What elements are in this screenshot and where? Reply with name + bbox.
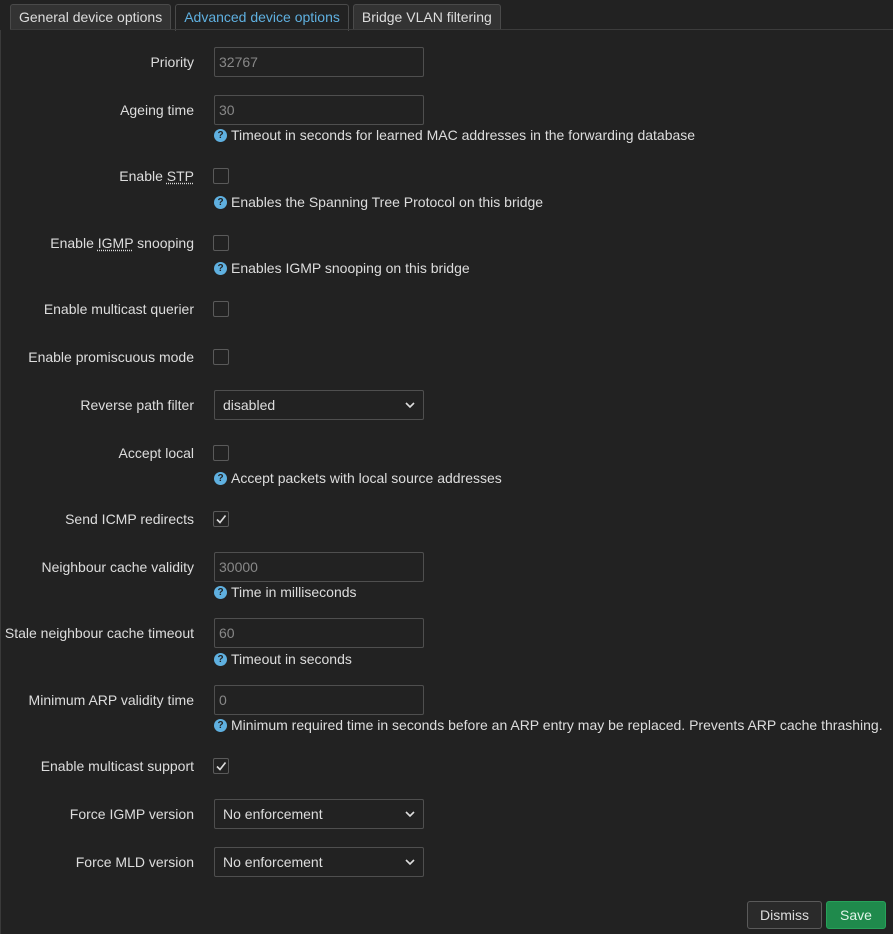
accept-local-checkbox[interactable]	[213, 445, 229, 461]
neighbour-cache-validity-help-text: Time in milliseconds	[231, 584, 357, 600]
help-icon: ?	[214, 129, 227, 142]
neighbour-cache-validity-help	[214, 584, 357, 600]
chevron-down-icon	[405, 809, 415, 819]
send-icmp-redirects-label: Send ICMP redirects	[65, 511, 194, 527]
minimum-arp-validity-time-help	[214, 717, 883, 733]
tab-advanced-device-options[interactable]: Advanced device options	[175, 4, 349, 31]
minimum-arp-validity-time-input[interactable]	[214, 685, 424, 715]
chevron-down-icon	[405, 400, 415, 410]
stale-neighbour-cache-timeout-input[interactable]	[214, 618, 424, 648]
checkmark-icon	[215, 513, 227, 525]
force-igmp-version-select[interactable]	[214, 799, 424, 829]
help-icon: ?	[214, 262, 227, 275]
enable-igmp-snooping-help-text: Enables IGMP snooping on this bridge	[231, 260, 470, 276]
force-mld-version-value: No enforcement	[223, 854, 323, 870]
enable-igmp-label-prefix: Enable	[50, 235, 98, 251]
force-igmp-version-value: No enforcement	[223, 806, 323, 822]
force-igmp-version-label: Force IGMP version	[69, 806, 194, 822]
stp-abbreviation: STP	[166, 168, 194, 184]
enable-multicast-querier-checkbox[interactable]	[213, 301, 229, 317]
ageing-time-help	[214, 127, 695, 143]
accept-local-help-text: Accept packets with local source addresses	[231, 470, 502, 486]
tab-bridge-vlan-filtering[interactable]: Bridge VLAN filtering	[353, 4, 501, 29]
minimum-arp-validity-time-label: Minimum ARP validity time	[28, 692, 194, 708]
minimum-arp-validity-time-help-text: Minimum required time in seconds before an ARP entry may be replaced. Prevents ARP cache thrashing.	[231, 717, 883, 733]
enable-igmp-label-suffix: snooping	[133, 235, 194, 251]
checkmark-icon	[215, 760, 227, 772]
send-icmp-redirects-checkbox[interactable]	[213, 511, 229, 527]
dismiss-button[interactable]: Dismiss	[747, 901, 822, 929]
enable-multicast-support-label: Enable multicast support	[40, 758, 194, 774]
priority-label: Priority	[150, 54, 194, 70]
tab-divider	[10, 29, 893, 30]
accept-local-help	[214, 470, 502, 486]
force-mld-version-select[interactable]	[214, 847, 424, 877]
reverse-path-filter-label: Reverse path filter	[80, 397, 194, 413]
help-icon: ?	[214, 472, 227, 485]
neighbour-cache-validity-label: Neighbour cache validity	[41, 559, 194, 575]
help-icon: ?	[214, 196, 227, 209]
neighbour-cache-validity-input[interactable]	[214, 552, 424, 582]
enable-stp-label-prefix: Enable	[119, 168, 167, 184]
help-icon: ?	[214, 586, 227, 599]
force-mld-version-label: Force MLD version	[75, 854, 194, 870]
ageing-time-label: Ageing time	[120, 102, 194, 118]
ageing-time-input[interactable]	[214, 95, 424, 125]
enable-multicast-querier-label: Enable multicast querier	[43, 301, 194, 317]
tab-bar	[10, 4, 505, 30]
stale-neighbour-cache-timeout-help	[214, 651, 352, 667]
tab-general-device-options[interactable]: General device options	[10, 4, 171, 29]
reverse-path-filter-select[interactable]	[214, 390, 424, 420]
enable-igmp-snooping-label	[50, 235, 194, 251]
enable-stp-help	[214, 194, 543, 210]
priority-input[interactable]	[214, 47, 424, 77]
enable-promiscuous-mode-checkbox[interactable]	[213, 349, 229, 365]
enable-promiscuous-mode-label: Enable promiscuous mode	[28, 349, 194, 365]
stale-neighbour-cache-timeout-label: Stale neighbour cache timeout	[4, 625, 194, 641]
enable-igmp-snooping-checkbox[interactable]	[213, 235, 229, 251]
igmp-abbreviation: IGMP	[97, 235, 134, 251]
help-icon: ?	[214, 653, 227, 666]
chevron-down-icon	[405, 857, 415, 867]
enable-multicast-support-checkbox[interactable]	[213, 758, 229, 774]
enable-stp-checkbox[interactable]	[213, 168, 229, 184]
help-icon: ?	[214, 719, 227, 732]
enable-igmp-snooping-help	[214, 260, 470, 276]
ageing-time-help-text: Timeout in seconds for learned MAC addresses in the forwarding database	[231, 127, 696, 143]
reverse-path-filter-value: disabled	[223, 397, 276, 413]
save-button[interactable]: Save	[826, 901, 886, 929]
enable-stp-label	[119, 168, 194, 184]
stale-neighbour-cache-timeout-help-text: Timeout in seconds	[231, 651, 352, 667]
accept-local-label: Accept local	[118, 445, 194, 461]
content-left-border	[0, 30, 1, 934]
enable-stp-help-text: Enables the Spanning Tree Protocol on this bridge	[231, 194, 544, 210]
